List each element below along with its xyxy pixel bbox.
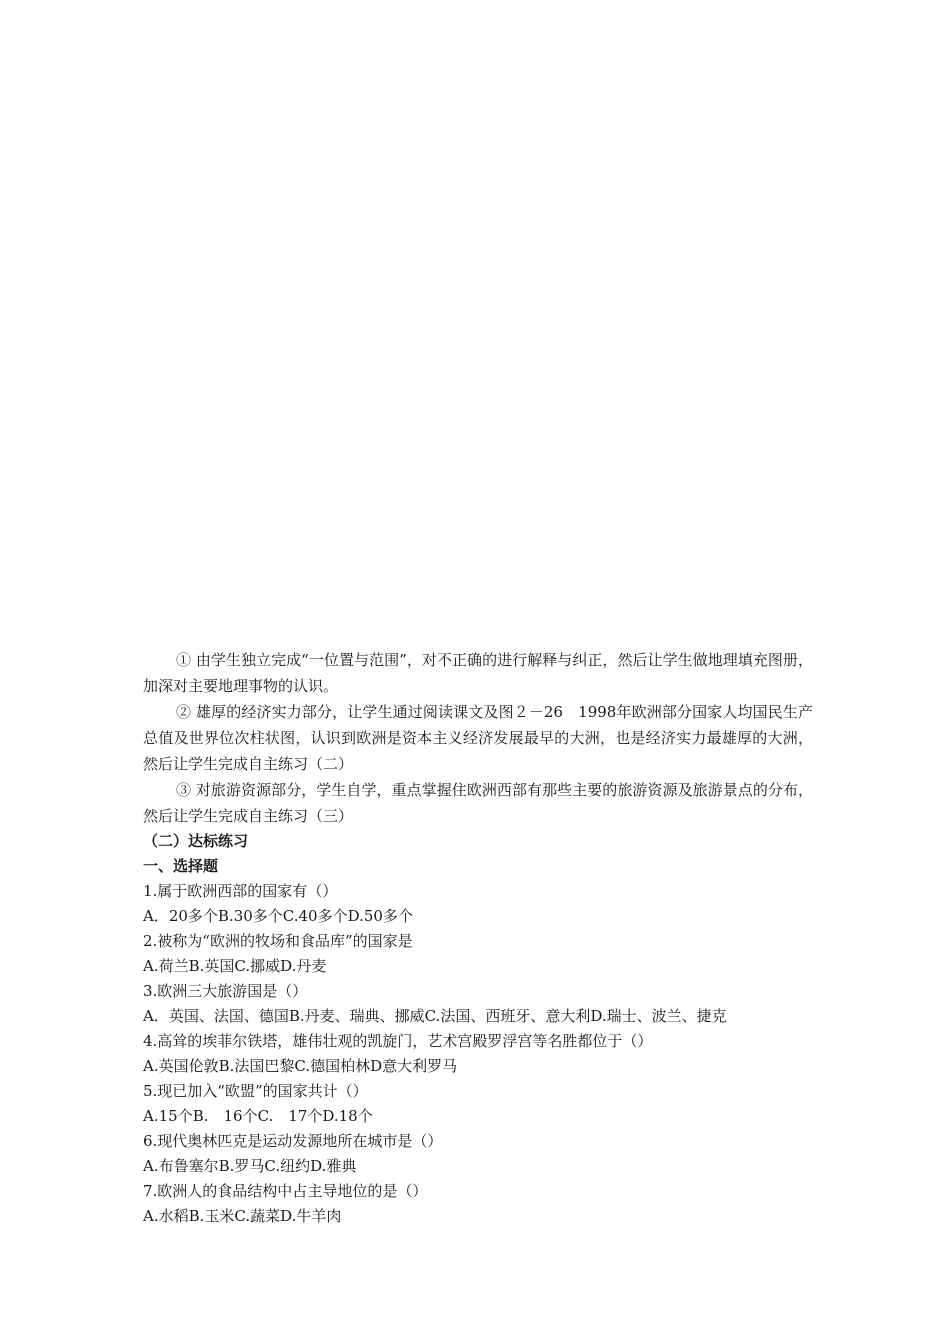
section-title: （二）达标练习 <box>143 832 249 850</box>
paragraph-3: ③ 对旅游资源部分，学生自学，重点掌握住欧洲西部有那些主要的旅游资源及旅游景点的分布，然后让学生完成自主练习（三） <box>143 781 813 825</box>
question-3: 3.欧洲三大旅游国是（） <box>143 982 308 1000</box>
question-5: 5.现已加入“欧盟”的国家共计（） <box>143 1082 368 1100</box>
question-5-options: A.15个B. 16个C. 17个D.18个 <box>143 1107 373 1125</box>
subsection-title: 一、选择题 <box>143 857 219 875</box>
paragraph-2: ② 雄厚的经济实力部分，让学生通过阅读课文及图２－26 1998年欧洲部分国家人均国民生产总值及世界位次柱状图，认识到欧洲是资本主义经济发展最早的大洲，也是经济实力最雄厚的大洲，然后让学生完成自主练习（二） <box>143 703 813 773</box>
question-7-options: A.水稻B.玉米C.蔬菜D.牛羊肉 <box>143 1207 342 1225</box>
paragraph-1: ① 由学生独立完成“一位置与范围”，对不正确的进行解释与纠正，然后让学生做地理填充图册，加深对主要地理事物的认识。 <box>143 651 813 695</box>
question-2-options: A.荷兰B.英国C.挪威D.丹麦 <box>143 957 327 975</box>
question-1-options: A．20多个B.30多个C.40多个D.50多个 <box>143 907 413 925</box>
question-3-options: A．英国、法国、德国B.丹麦、瑞典、挪威C.法国、西班牙、意大利D.瑞士、波兰、捷克 <box>143 1007 727 1025</box>
question-1: 1.属于欧洲西部的国家有（） <box>143 882 338 900</box>
document-body <box>143 647 813 1229</box>
question-4: 4.高耸的埃菲尔铁塔，雄伟壮观的凯旋门，艺术宫殿罗浮宫等名胜都位于（） <box>143 1032 653 1050</box>
question-6-options: A.布鲁塞尔B.罗马C.纽约D.雅典 <box>143 1157 357 1175</box>
question-2: 2.被称为“欧洲的牧场和食品库”的国家是 <box>143 932 413 950</box>
question-6: 6.现代奥林匹克是运动发源地所在城市是（） <box>143 1132 443 1150</box>
question-7: 7.欧洲人的食品结构中占主导地位的是（） <box>143 1182 428 1200</box>
question-4-options: A.英国伦敦B.法国巴黎C.德国柏林D意大利罗马 <box>143 1057 458 1075</box>
